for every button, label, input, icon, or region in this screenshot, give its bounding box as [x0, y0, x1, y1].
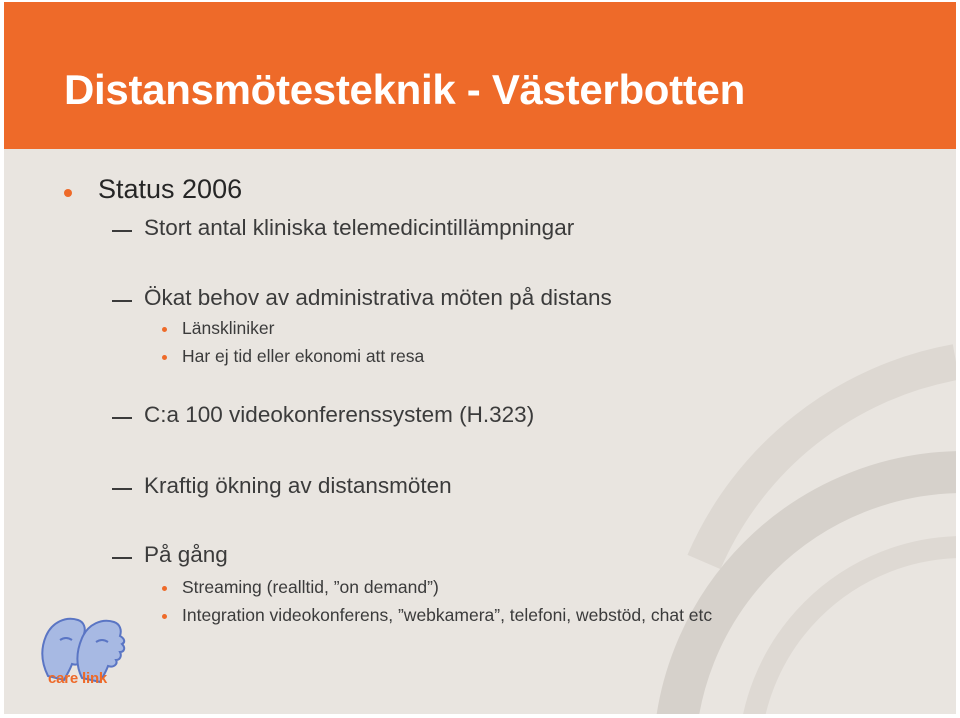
bullet-6: C:a 100 videokonferenssystem (H.323) [144, 402, 535, 427]
bullet-2: Stort antal kliniska telemedicintillämpningar [144, 215, 575, 240]
bullet-1: Status 2006 [98, 174, 243, 204]
bullet-dot-icon [162, 327, 167, 332]
bullet-dot-icon [162, 614, 167, 619]
logo-text: care link [48, 670, 108, 687]
bullet-5: Har ej tid eller ekonomi att resa [182, 346, 425, 366]
dash-icon [112, 230, 132, 232]
dash-icon [112, 300, 132, 302]
bullet-dot-icon [162, 586, 167, 591]
bullet-4: Länskliniker [182, 318, 275, 338]
dash-icon [112, 557, 132, 559]
dash-icon [112, 417, 132, 419]
bullet-7: Kraftig ökning av distansmöten [144, 473, 452, 498]
bullet-dot-icon [162, 355, 167, 360]
bullet-9: Streaming (realltid, ”on demand”) [182, 577, 439, 597]
slide-title: Distansmötesteknik - Västerbotten [64, 66, 745, 113]
bullet-10: Integration videokonferens, ”webkamera”, telefoni, webstöd, chat etc [182, 605, 713, 625]
bullet-8: På gång [144, 542, 228, 567]
dash-icon [112, 488, 132, 490]
bullet-3: Ökat behov av administrativa möten på distans [144, 285, 612, 310]
slide [4, 2, 956, 714]
bullet-dot-icon [64, 189, 72, 197]
